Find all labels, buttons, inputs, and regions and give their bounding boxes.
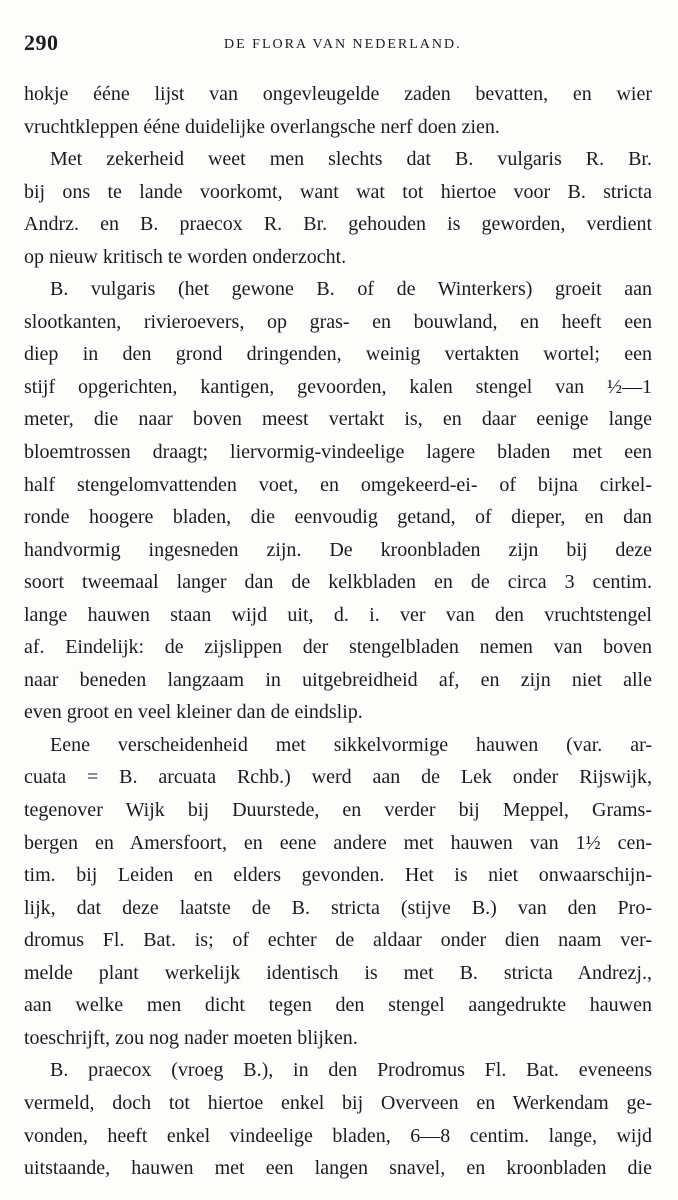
text-line: vruchtkleppen ééne duidelijke overlangsche nerf doen zien. xyxy=(24,115,500,138)
text-line: ronde hoogere bladen, die eenvoudig getand, of dieper, en dan xyxy=(24,506,652,529)
text-line: lijk, dat deze laatste de B. stricta (stijve B.) van den Pro- xyxy=(24,896,652,919)
text-line: vonden, heeft enkel vindeelige bladen, 6—8 centim. lange, wijd xyxy=(24,1124,652,1147)
text-line: dromus Fl. Bat. is; of echter de aldaar onder dien naam ver- xyxy=(24,929,652,952)
text-line: bergen en Amersfoort, en eene andere met hauwen van 1½ cen- xyxy=(24,831,652,854)
text-line: lange hauwen staan wijd uit, d. i. ver van den vruchtstengel xyxy=(24,603,652,626)
body-text xyxy=(24,78,652,1185)
text-line: diep in den grond dringenden, weinig vertakten wortel; een xyxy=(24,343,652,366)
text-line: stijf opgerichten, kantigen, gevoorden, kalen stengel van ½—1 xyxy=(24,375,652,398)
text-line: meter, die naar boven meest vertakt is, en daar eenige lange xyxy=(24,408,652,431)
text-line: B. praecox (vroeg B.), in den Prodromus Fl. Bat. eveneens xyxy=(50,1059,652,1082)
page-header xyxy=(24,30,654,60)
text-line: uitstaande, hauwen met een langen snavel, en kroonbladen die xyxy=(24,1157,652,1180)
text-line: tim. bij Leiden en elders gevonden. Het is niet onwaarschijn- xyxy=(24,864,652,887)
text-line: handvormig ingesneden zijn. De kroonbladen zijn bij deze xyxy=(24,538,652,561)
text-line: bij ons te lande voorkomt, want wat tot hiertoe voor B. stricta xyxy=(24,180,652,203)
page-number: 290 xyxy=(24,30,59,55)
text-line: bloemtrossen draagt; liervormig-vindeelige lagere bladen met een xyxy=(24,441,652,464)
text-line: B. vulgaris (het gewone B. of de Winterkers) groeit aan xyxy=(50,278,652,301)
text-line: melde plant werkelijk identisch is met B. stricta Andrezj., xyxy=(24,961,652,984)
text-line: af. Eindelijk: de zijslippen der stengelbladen nemen van boven xyxy=(24,636,652,659)
text-line: Eene verscheidenheid met sikkelvormige hauwen (var. ar- xyxy=(50,733,652,756)
text-line: op nieuw kritisch te worden onderzocht. xyxy=(24,245,347,268)
text-line: hokje ééne lijst van ongevleugelde zaden bevatten, en wier xyxy=(24,83,652,105)
text-line: half stengelomvattenden voet, en omgekeerd-ei- of bijna cirkel- xyxy=(24,473,652,496)
text-line: slootkanten, rivieroevers, op gras- en bouwland, en heeft een xyxy=(24,310,652,333)
text-line: Met zekerheid weet men slechts dat B. vulgaris R. Br. xyxy=(50,148,652,171)
text-line: even groot en veel kleiner dan de eindslip. xyxy=(24,701,363,724)
text-line: vermeld, doch tot hiertoe enkel bij Overveen en Werkendam ge- xyxy=(24,1091,652,1114)
text-line: Andrz. en B. praecox R. Br. gehouden is geworden, verdient xyxy=(24,213,652,236)
text-line: soort tweemaal langer dan de kelkbladen en de circa 3 centim. xyxy=(24,571,652,594)
text-line: toeschrijft, zou nog nader moeten blijken. xyxy=(24,1026,358,1049)
text-line: naar beneden langzaam in uitgebreidheid af, en zijn niet alle xyxy=(24,668,652,691)
text-line: cuata = B. arcuata Rchb.) werd aan de Lek onder Rijswijk, xyxy=(24,766,652,789)
text-line: tegenover Wijk bij Duurstede, en verder bij Meppel, Grams- xyxy=(24,799,652,822)
text-line: aan welke men dicht tegen den stengel aangedrukte hauwen xyxy=(24,994,652,1017)
running-title: DE FLORA VAN NEDERLAND. xyxy=(224,37,462,52)
